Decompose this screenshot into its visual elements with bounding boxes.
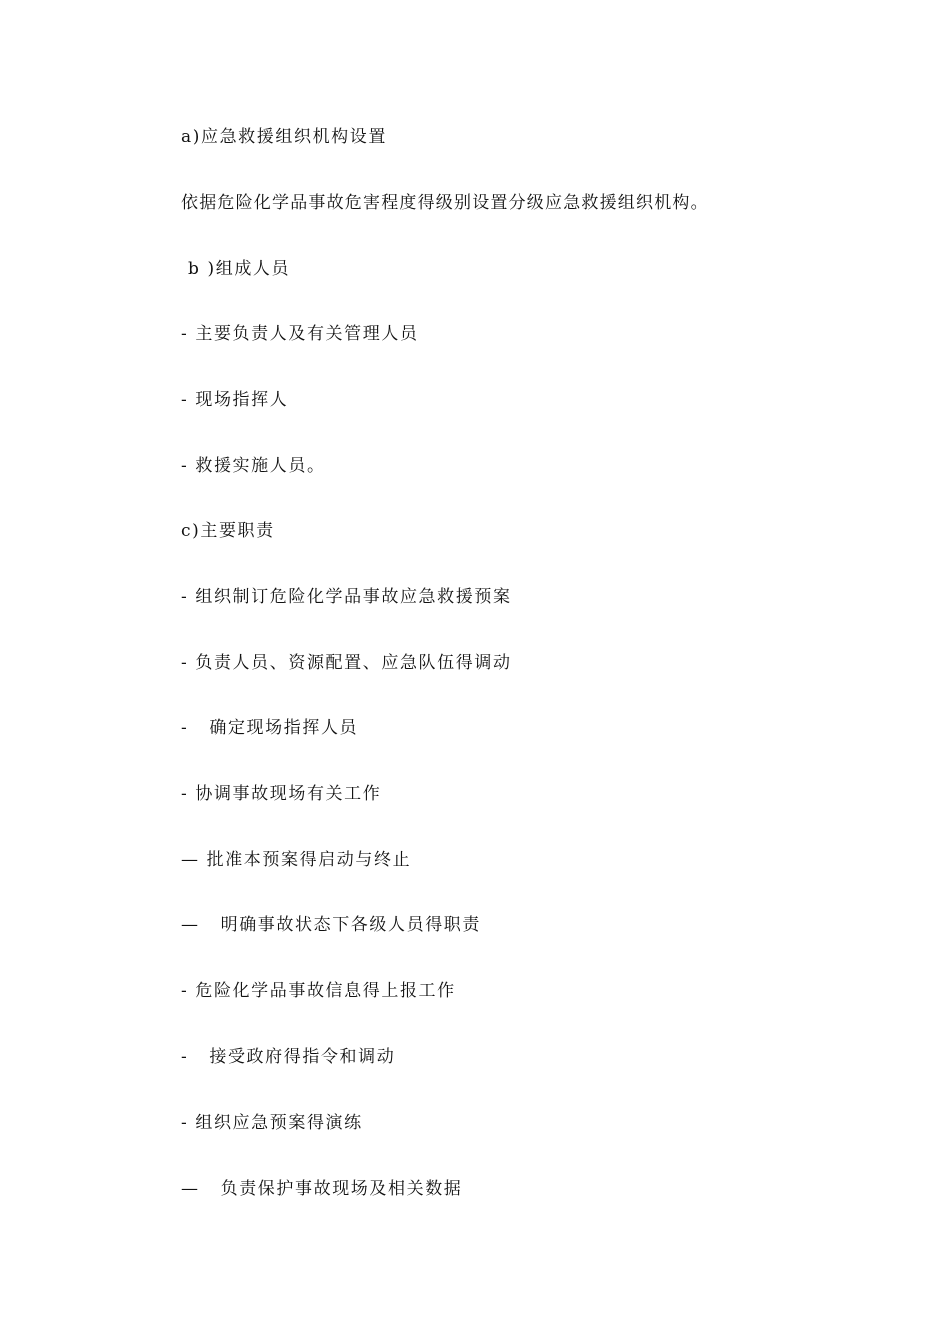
list-item: - 组织制订危险化学品事故应急救援预案	[181, 587, 512, 607]
list-item: - 救援实施人员。	[181, 456, 326, 476]
list-item: — 负责保护事故现场及相关数据	[181, 1179, 463, 1199]
list-item: — 明确事故状态下各级人员得职责	[181, 915, 482, 935]
section-heading-b: b )组成人员	[181, 259, 291, 279]
section-heading-a: a)应急救援组织机构设置	[181, 127, 387, 147]
list-item: - 主要负责人及有关管理人员	[181, 324, 419, 344]
list-item: - 负责人员、资源配置、应急队伍得调动	[181, 653, 512, 673]
list-item: - 确定现场指挥人员	[181, 718, 359, 738]
paragraph-text: 依据危险化学品事故危害程度得级别设置分级应急救援组织机构。	[181, 193, 709, 213]
section-heading-c: c)主要职责	[181, 521, 275, 541]
list-item: — 批准本预案得启动与终止	[181, 850, 412, 870]
list-item: - 协调事故现场有关工作	[181, 784, 382, 804]
list-item: - 危险化学品事故信息得上报工作	[181, 981, 456, 1001]
list-item: - 接受政府得指令和调动	[181, 1047, 396, 1067]
list-item: - 现场指挥人	[181, 390, 289, 410]
list-item: - 组织应急预案得演练	[181, 1113, 363, 1133]
